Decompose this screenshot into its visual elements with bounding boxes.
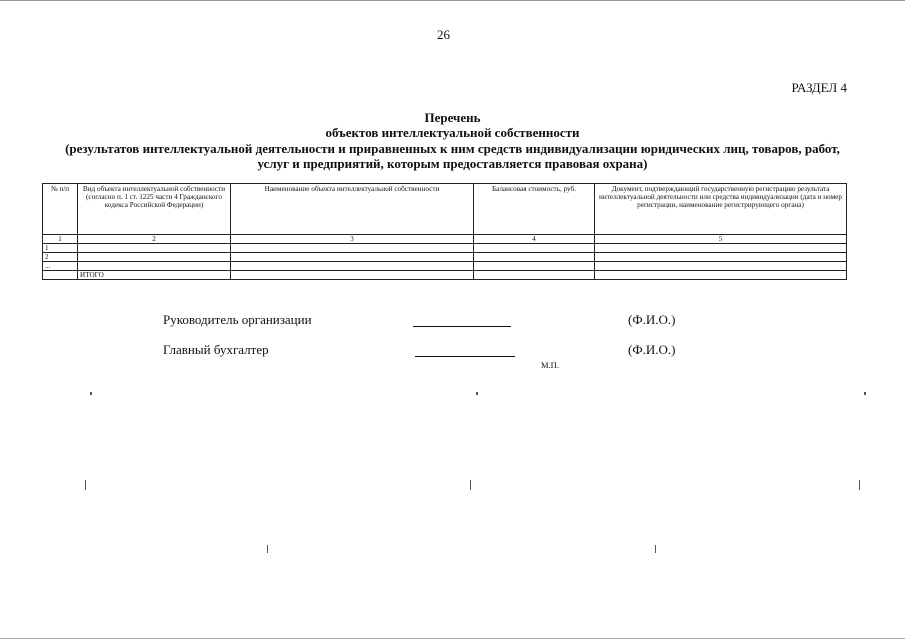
scan-mark — [859, 480, 860, 490]
table-cell — [231, 244, 474, 253]
column-number: 2 — [78, 235, 231, 244]
scan-mark — [470, 480, 471, 490]
table-row — [43, 244, 847, 253]
table-cell: 2 — [43, 253, 78, 262]
column-number: 5 — [595, 235, 847, 244]
head-signature-line — [413, 326, 511, 327]
document-subtitle: объектов интеллектуальной собственности — [325, 125, 580, 140]
head-of-organization-label: Руководитель организации — [163, 312, 312, 327]
table-cell — [595, 271, 847, 280]
header-registration-document: Документ, подтверждающий государственную регистрацию результата интеллектуальной деятельности или средства индивидуализации (дата и номер регистрации, наименование регистрирующего органа) — [595, 184, 847, 235]
table-cell: ... — [43, 262, 78, 271]
intellectual-property-table — [42, 183, 847, 280]
table-header-row — [43, 184, 847, 235]
column-number-row — [43, 235, 847, 244]
header-row-number: № п/п — [43, 184, 78, 235]
page-number: 26 — [437, 27, 450, 42]
column-number: 4 — [474, 235, 595, 244]
header-object-type: Вид объекта интеллектуальной собственности (согласно п. 1 ст. 1225 части 4 Гражданского кодекса Российской Федерации) — [78, 184, 231, 235]
chief-accountant-label: Главный бухгалтер — [163, 342, 269, 357]
total-label: ИТОГО — [78, 271, 231, 280]
scan-edge-top — [0, 0, 905, 1]
table-cell — [231, 253, 474, 262]
table-cell — [595, 244, 847, 253]
scan-mark — [476, 392, 478, 395]
stamp-place-label: М.П. — [541, 360, 559, 370]
table-row — [43, 253, 847, 262]
table-cell — [474, 271, 595, 280]
accountant-fio-label: (Ф.И.О.) — [628, 342, 676, 357]
table-cell — [231, 271, 474, 280]
table-row — [43, 262, 847, 271]
table-cell — [474, 244, 595, 253]
accountant-signature-line — [415, 356, 515, 357]
scan-mark — [90, 392, 92, 395]
scan-mark — [85, 480, 86, 490]
section-label: РАЗДЕЛ 4 — [791, 80, 847, 95]
table-cell — [595, 253, 847, 262]
document-subtitle-detail-continued: услуг и предприятий, которым предоставляется правовая охрана) — [257, 156, 648, 171]
header-balance-value: Балансовая стоимость, руб. — [474, 184, 595, 235]
document-title: Перечень — [424, 110, 481, 125]
scan-mark — [864, 392, 866, 395]
table-cell — [474, 262, 595, 271]
document-subtitle-detail: (результатов интеллектуальной деятельности и приравненных к ним средств индивидуализации юридических лиц, товаров, работ, — [65, 141, 840, 156]
column-number: 1 — [43, 235, 78, 244]
scan-mark — [267, 545, 268, 553]
table-cell — [78, 253, 231, 262]
table-cell — [43, 271, 78, 280]
scan-edge-bottom — [0, 638, 905, 639]
header-object-name: Наименование объекта интеллектуальной собственности — [231, 184, 474, 235]
column-number: 3 — [231, 235, 474, 244]
head-fio-label: (Ф.И.О.) — [628, 312, 676, 327]
table-cell — [78, 244, 231, 253]
scan-mark — [655, 545, 656, 553]
table-cell — [78, 262, 231, 271]
total-row — [43, 271, 847, 280]
table-cell — [474, 253, 595, 262]
table-cell — [595, 262, 847, 271]
table-cell: 1 — [43, 244, 78, 253]
table-cell — [231, 262, 474, 271]
